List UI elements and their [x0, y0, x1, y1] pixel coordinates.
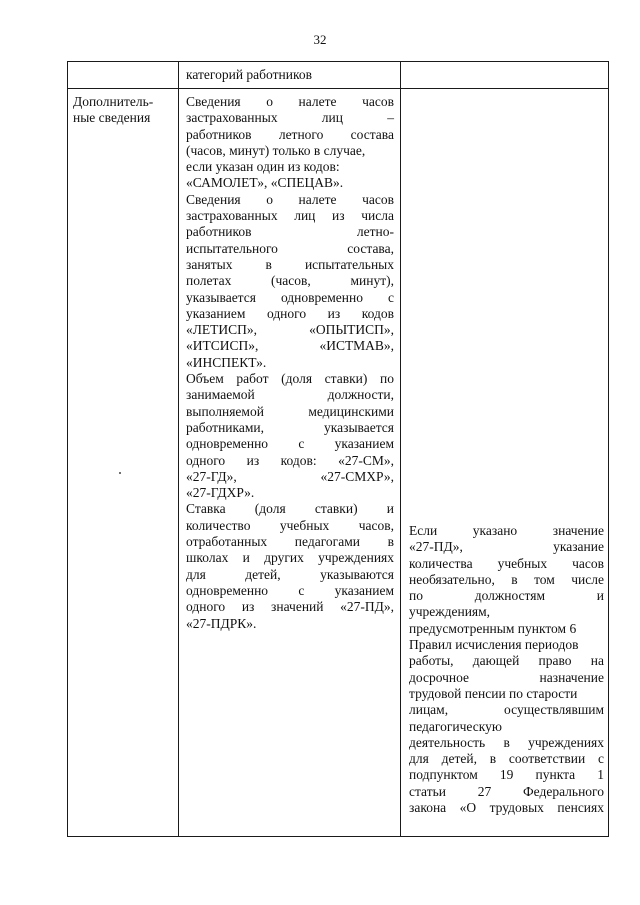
header-continuation-cell: категорий работников [186, 67, 312, 82]
text-line: количество учебных часов, [186, 517, 394, 533]
text-line: одновременно с указанием [186, 582, 394, 598]
field-name-cell [73, 94, 175, 127]
text-line: Если указано значение [409, 523, 604, 538]
text-line: работниками, указывается [186, 419, 394, 435]
text-line: одновременно с указанием [186, 436, 394, 452]
text-line: «ЛЕТИСП», «ОПЫТИСП», [186, 322, 394, 338]
text-line: работников летного состава [186, 126, 394, 142]
text-line: предусмотренным пунктом 6 [409, 620, 577, 636]
text-line: Правил исчисления периодов [409, 637, 579, 653]
scan-speck [119, 472, 121, 474]
text-line: подпунктом 19 пункта 1 [409, 767, 604, 783]
text-line: отработанных педагогами в [186, 534, 394, 550]
text-line: одного из значений «27-ПД», [186, 599, 394, 615]
text-line: застрахованных лиц – [186, 110, 394, 126]
text-line: работы, дающей право на [409, 653, 604, 669]
text-line: «ИТСИСП», «ИСТМАВ», [186, 338, 394, 354]
text-line: указанием одного из кодов [186, 305, 394, 321]
text-line: «27-ГД», «27-СМХР», [186, 468, 394, 484]
column-divider [178, 62, 179, 836]
text-line: для детей, в соответствии с [409, 751, 604, 767]
text-line: количества учебных часов [409, 555, 604, 571]
text-line: ные сведения [73, 110, 151, 126]
text-line: Сведения о налете часов [186, 191, 394, 207]
text-line: Ставка (доля ставки) и [186, 501, 394, 517]
text-line: статьи 27 Федерального [409, 783, 604, 799]
text-line: работников летно- [186, 224, 394, 240]
field-description-cell [186, 94, 394, 632]
field-note-cell [409, 523, 604, 816]
text-line: закона «О трудовых пенсиях [409, 800, 604, 816]
text-line: испытательного состава, [186, 240, 394, 256]
text-line: занимаемой должности, [186, 387, 394, 403]
text-line: занятых в испытательных [186, 256, 394, 272]
text-line: Сведения о налете часов [186, 94, 394, 109]
text-line: (часов, минут) только в случае, [186, 142, 366, 158]
text-line: если указан один из кодов: [186, 159, 340, 175]
text-line: «ИНСПЕКТ». [186, 354, 267, 370]
text-line: «27-ПД», указание [409, 539, 604, 555]
text-line: школах и других учреждениях [186, 550, 394, 566]
text-line: деятельность в учреждениях [409, 734, 604, 750]
text-line: одного из кодов: «27-СМ», [186, 452, 394, 468]
page-number: 32 [313, 32, 327, 47]
text-line: указывается одновременно с [186, 289, 394, 305]
requirements-table [67, 61, 609, 837]
text-line: лицам, осуществлявшим [409, 702, 604, 718]
text-line: педагогическую [409, 718, 502, 734]
text-line: «САМОЛЕТ», «СПЕЦАВ». [186, 175, 344, 191]
text-line: по должностям и [409, 588, 604, 604]
text-line: досрочное назначение [409, 669, 604, 685]
text-line: Объем работ (доля ставки) по [186, 371, 394, 387]
text-line: трудовой пенсии по старости [409, 685, 578, 701]
text-line: учреждениям, [409, 604, 491, 620]
text-line: необязательно, в том числе [409, 571, 604, 587]
text-line: «27-ГДХР». [186, 485, 255, 501]
text-line: для детей, указываются [186, 566, 394, 582]
text-line: застрахованных лиц из числа [186, 208, 394, 224]
text-line: Дополнитель- [73, 94, 154, 109]
row-divider [68, 88, 608, 89]
text-line: выполняемой медицинскими [186, 403, 394, 419]
text-line: «27-ПДРК». [186, 615, 257, 631]
text-line: полетах (часов, минут), [186, 273, 394, 289]
column-divider [400, 62, 401, 836]
